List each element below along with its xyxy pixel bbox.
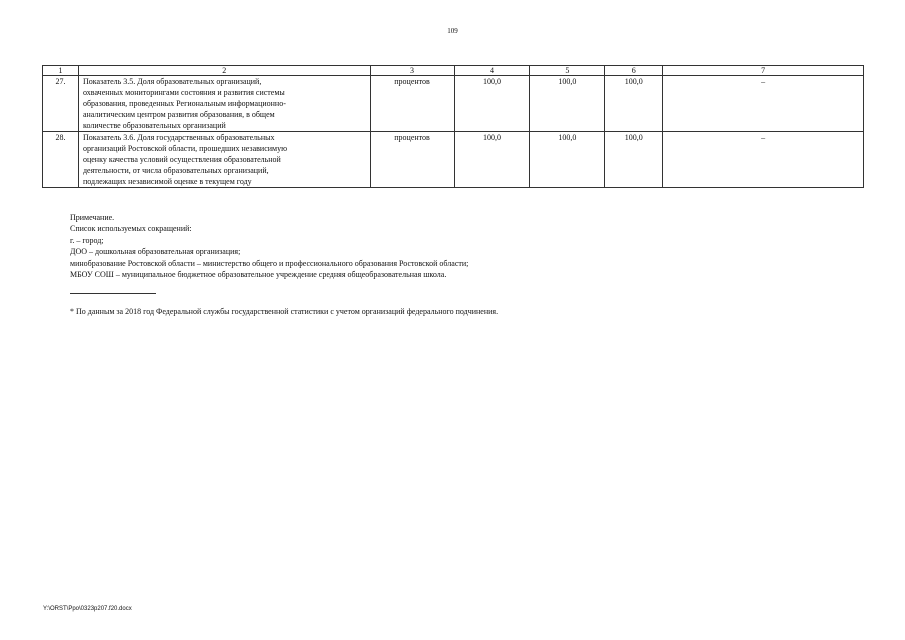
value-cell: – [663, 76, 864, 132]
unit-cell: процентов [370, 132, 454, 188]
value-cell: 100,0 [454, 132, 530, 188]
indicator-name-line: подлежащих независимой оценке в текущем году [82, 177, 252, 186]
indicator-name-line: Показатель 3.6. Доля государственных образовательных [82, 133, 275, 142]
indicator-name-line: аналитическим центром развития образования, в общем [82, 110, 275, 119]
value-cell: – [663, 132, 864, 188]
abbreviation-item: минобразование Ростовской области – министерство общего и профессионального образования Ростовской области; [70, 258, 469, 268]
indicator-name-line: Показатель 3.5. Доля образовательных организаций, [82, 77, 262, 86]
value-cell: 100,0 [605, 132, 663, 188]
footnote: * По данным за 2018 год Федеральной службы государственной статистики с учетом организаций федерального подчинения. [70, 307, 499, 316]
table-header-row [43, 66, 864, 76]
value-cell: 100,0 [530, 132, 605, 188]
indicator-name-line: организаций Ростовской области, прошедших независимую [82, 144, 288, 153]
indicator-name-line: образования, проведенных Региональным информационно- [82, 99, 286, 108]
indicator-name-line: деятельности, от числа образовательных организаций, [82, 166, 269, 175]
unit-cell: процентов [370, 76, 454, 132]
column-header: 7 [663, 66, 864, 76]
abbreviation-item: ДОО – дошкольная образовательная организация; [70, 247, 241, 257]
column-header: 6 [605, 66, 663, 76]
abbreviations-title: Список используемых сокращений: [70, 224, 192, 234]
file-path: Y:\ORST\Ppo\0323p207.f20.docx [43, 606, 132, 612]
indicators-table [42, 65, 864, 188]
indicator-name-line: охваченных мониторингами состояния и развития системы [82, 88, 285, 97]
indicator-name-line: количестве образовательных организаций [82, 121, 226, 130]
row-number: 27. [43, 76, 79, 132]
indicator-name [78, 76, 370, 132]
column-header: 4 [454, 66, 530, 76]
page-number: 109 [447, 27, 458, 35]
column-header: 2 [78, 66, 370, 76]
row-number: 28. [43, 132, 79, 188]
abbreviation-item: МБОУ СОШ – муниципальное бюджетное образовательное учреждение средняя общеобразовательная школа. [70, 270, 447, 280]
column-header: 1 [43, 66, 79, 76]
column-header: 5 [530, 66, 605, 76]
table-row [43, 132, 864, 188]
value-cell: 100,0 [530, 76, 605, 132]
indicator-name-line: оценку качества условий осуществления образовательной [82, 155, 281, 164]
notes-section [70, 212, 468, 280]
footnote-divider [70, 293, 156, 294]
notes-title: Примечание. [70, 213, 115, 222]
indicator-name [78, 132, 370, 188]
value-cell: 100,0 [605, 76, 663, 132]
column-header: 3 [370, 66, 454, 76]
value-cell: 100,0 [454, 76, 530, 132]
abbreviation-item: г. – город; [70, 235, 104, 245]
table-row [43, 76, 864, 132]
